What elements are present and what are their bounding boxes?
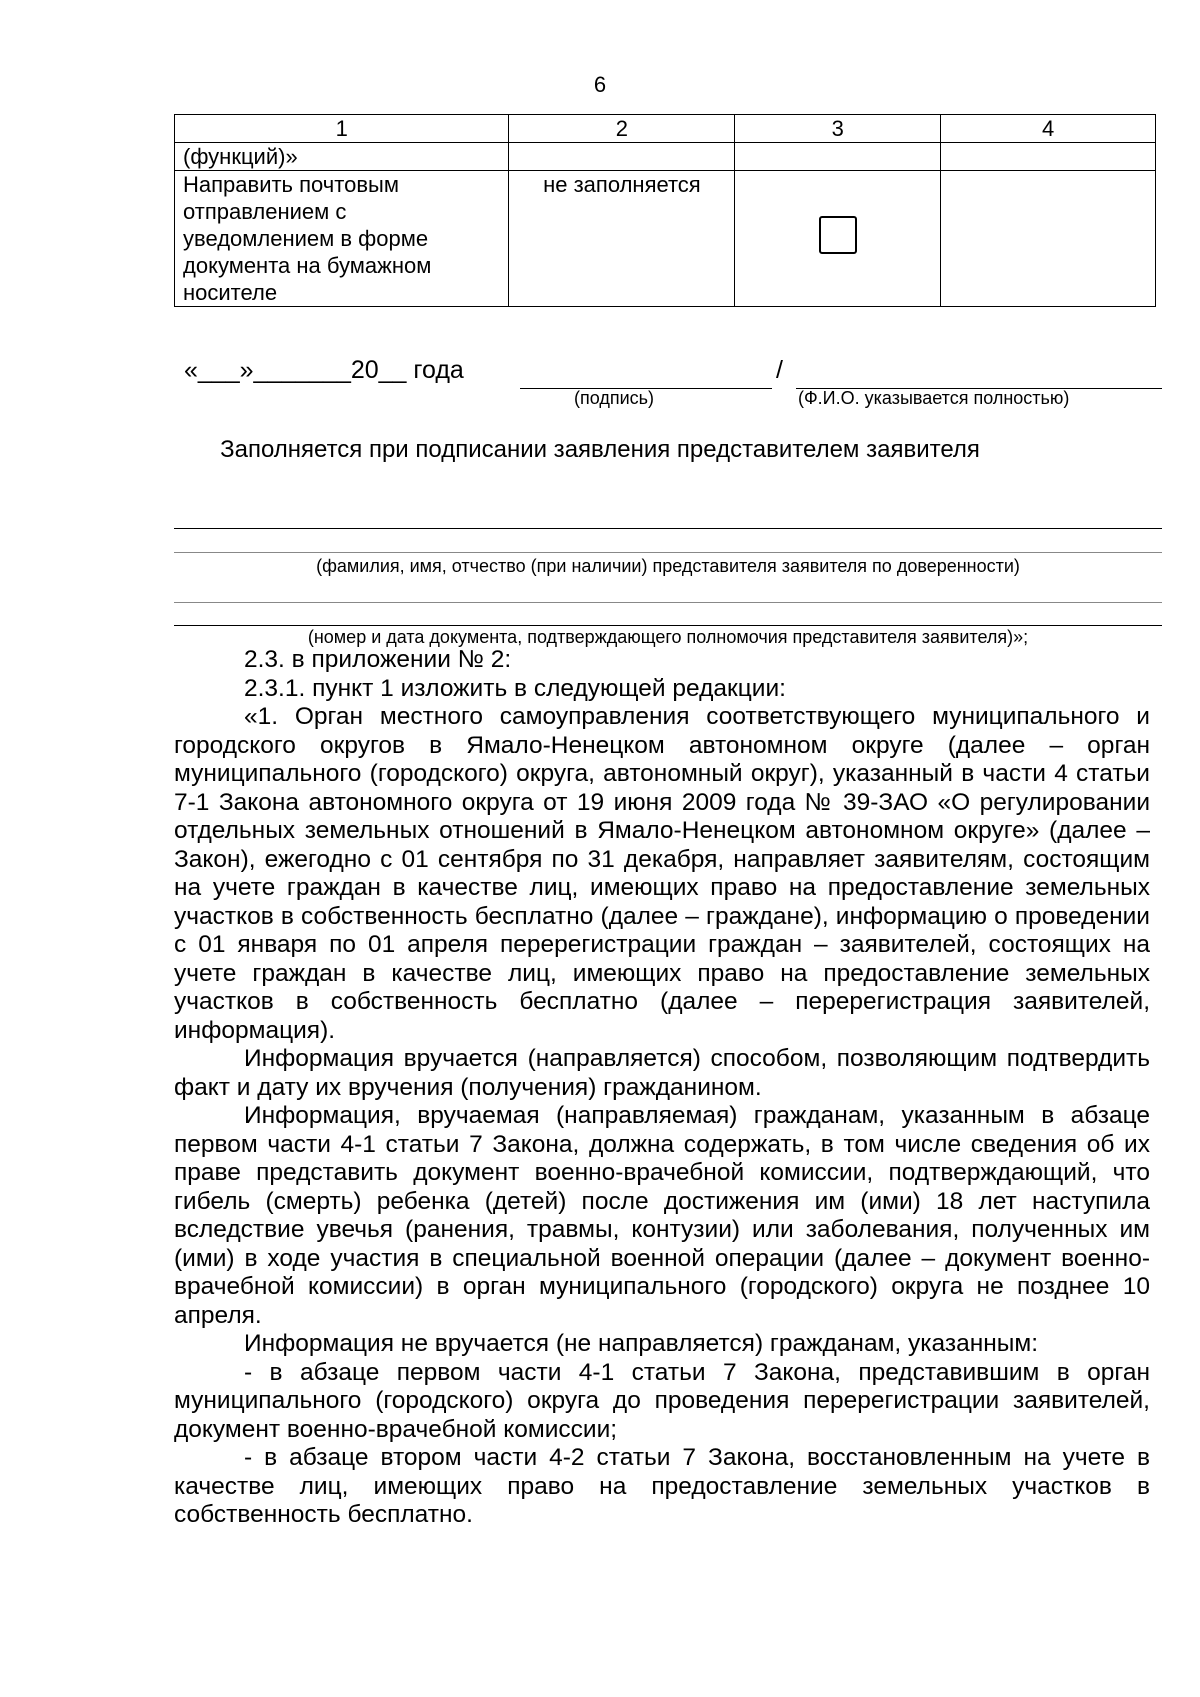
table-header-row (175, 115, 1156, 143)
table-cell: (функций)» (175, 143, 509, 171)
table-row (175, 143, 1156, 171)
signature-slash: / (776, 356, 783, 384)
representative-document-line (174, 625, 1162, 626)
table-row (175, 171, 1156, 307)
table-cell (735, 143, 941, 171)
table-header-cell: 1 (175, 115, 509, 143)
table-header-cell: 2 (509, 115, 735, 143)
paragraph: Информация, вручаемая (направляемая) гражданам, указанным в абзаце первом части 4-1 статьи 7 Закона, должна содержать, в том числе сведения об их праве представить документ военно-врачебной комиссии, подтверждающий, что гибель (смерть) ребенка (детей) после достижения им (ими) 18 лет наступила вследствие увечья (ранения, травмы, контузии) или заболевания, полученных им (ими) в ходе участия в специальной военной операции (далее – документ военно-врачебной комиссии) в орган муниципального (городского) округа не позднее 10 апреля. (174, 1102, 1150, 1329)
paragraph: - в абзаце первом части 4-1 статьи 7 Закона, представившим в орган муниципального (городского) округа до проведения перерегистрации заявителей, документ военно-врачебной комиссии; (174, 1358, 1150, 1443)
table-header-cell: 3 (735, 115, 941, 143)
representative-name-line (174, 528, 1162, 529)
table-header-cell: 4 (941, 115, 1156, 143)
divider (174, 602, 1162, 603)
form-table (174, 114, 1156, 307)
delivery-method-cell: Направить почтовым отправлением с уведомлением в форме документа на бумажном носителе (175, 171, 509, 307)
paragraph: - в абзаце втором части 4-2 статьи 7 Закона, восстановленным на учете в качестве лиц, имеющих право на предоставление земельных участков в собственность бесплатно. (174, 1444, 1150, 1528)
paragraph: Информация вручается (направляется) способом, позволяющим подтвердить факт и дату их вручения (получения) гражданином. (174, 1045, 1150, 1101)
page-number: 6 (593, 72, 607, 97)
paragraph: 2.3.1. пункт 1 изложить в следующей редакции: (244, 674, 786, 702)
full-name-caption: (Ф.И.О. указывается полностью) (798, 388, 1070, 408)
divider (174, 552, 1162, 553)
representative-heading: Заполняется при подписании заявления представителем заявителя (220, 436, 980, 463)
paragraph: 2.3. в приложении № 2: (244, 646, 512, 673)
signature-caption: (подпись) (574, 388, 655, 408)
table-cell (509, 143, 735, 171)
date-field-template: «___»_______20__ года (184, 356, 464, 384)
table-cell (941, 143, 1156, 171)
paragraph: «1. Орган местного самоуправления соответствующего муниципального и городского округов в Ямало-Ненецком автономном округе (далее – орган муниципального (городского) округа, автономный округ), указанный в части 4 статьи 7-1 Закона автономного округа от 19 июня 2009 года № 39-ЗАО «О регулировании отдельных земельных отношений в Ямало-Ненецком автономном округе» (далее – Закон), ежегодно с 01 сентября по 31 декабря, направляет заявителям, состоящим на учете граждан в качестве лиц, имеющих право на предоставление земельных участков в собственность бесплатно (далее – граждане), информацию о проведении с 01 января по 01 апреля перерегистрации граждан – заявителей, состоящих на учете граждан в качестве лиц, имеющих право на предоставление земельных участков в собственность бесплатно (далее – перерегистрация заявителей, информация). (174, 703, 1150, 1044)
paragraph: Информация не вручается (не направляется) гражданам, указанным: (244, 1330, 1039, 1357)
checkbox-cell (735, 171, 941, 307)
representative-document-caption: (номер и дата документа, подтверждающего полномочия представителя заявителя)»; (307, 627, 1029, 647)
table-cell (941, 171, 1156, 307)
not-filled-cell: не заполняется (509, 171, 735, 307)
document-body (174, 646, 1150, 1530)
postal-delivery-checkbox[interactable] (819, 216, 857, 254)
representative-name-caption: (фамилия, имя, отчество (при наличии) представителя заявителя по доверенности) (316, 556, 1020, 576)
